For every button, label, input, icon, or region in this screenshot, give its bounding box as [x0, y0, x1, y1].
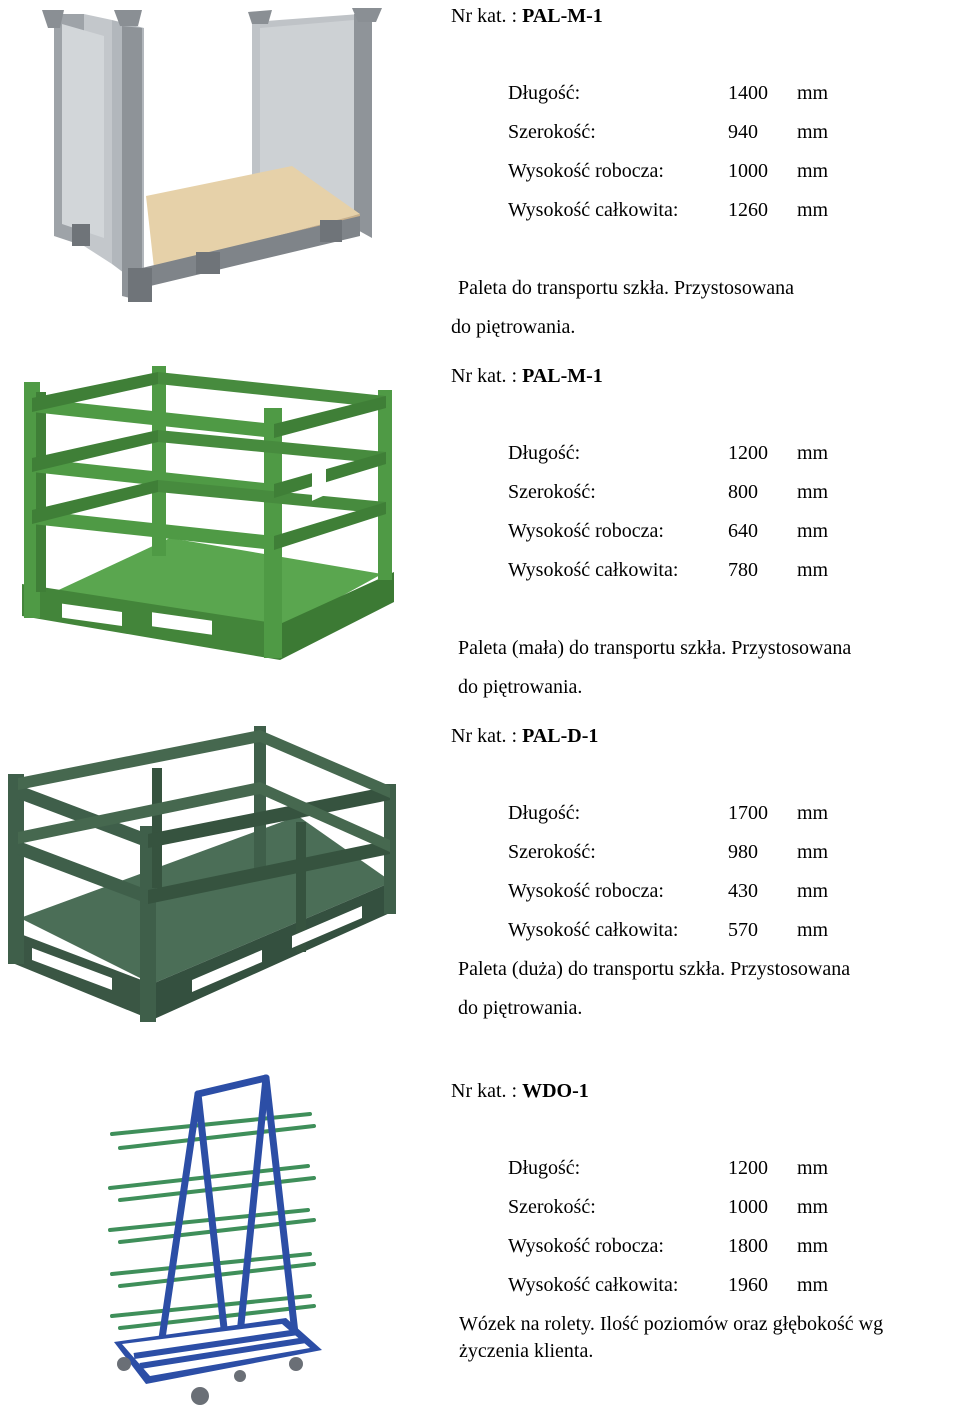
spec-label-length: Długość:	[508, 442, 581, 464]
catalog-prefix: Nr kat. :	[451, 1080, 523, 1102]
spec-value-width: 980	[728, 841, 758, 863]
spec-unit: mm	[797, 802, 829, 824]
spec-unit: mm	[797, 199, 829, 221]
spec-unit: mm	[797, 1157, 829, 1179]
product-description-line2: do piętrowania.	[458, 676, 583, 698]
spec-value-width: 800	[728, 481, 758, 503]
spec-label-length: Długość:	[508, 82, 581, 104]
catalog-number	[451, 724, 598, 748]
catalog-prefix: Nr kat. :	[451, 5, 523, 27]
catalog-number	[451, 4, 603, 28]
spec-label-total-height: Wysokość całkowita:	[508, 199, 679, 221]
spec-unit: mm	[797, 160, 829, 182]
dark-green-large-pallet-photo	[2, 722, 402, 1024]
spec-value-working-height: 1800	[728, 1235, 768, 1257]
spec-unit: mm	[797, 919, 829, 941]
spec-value-length: 1200	[728, 442, 768, 464]
catalog-number	[451, 1079, 589, 1103]
spec-label-length: Długość:	[508, 1157, 581, 1179]
spec-label-width: Szerokość:	[508, 841, 596, 863]
spec-unit: mm	[797, 1235, 829, 1257]
spec-value-length: 1400	[728, 82, 768, 104]
green-small-pallet-photo	[22, 362, 402, 664]
spec-value-total-height: 570	[728, 919, 758, 941]
spec-label-working-height: Wysokość robocza:	[508, 520, 664, 542]
spec-unit: mm	[797, 481, 829, 503]
product-description-line1: Wózek na rolety. Ilość poziomów oraz głębokość wg	[459, 1313, 884, 1335]
spec-value-total-height: 1260	[728, 199, 768, 221]
spec-value-total-height: 1960	[728, 1274, 768, 1296]
catalog-code: WDO-1	[522, 1080, 589, 1102]
spec-value-working-height: 640	[728, 520, 758, 542]
spec-value-total-height: 780	[728, 559, 758, 581]
spec-value-working-height: 1000	[728, 160, 768, 182]
spec-label-width: Szerokość:	[508, 1196, 596, 1218]
spec-value-width: 1000	[728, 1196, 768, 1218]
spec-unit: mm	[797, 520, 829, 542]
spec-value-width: 940	[728, 121, 758, 143]
product-description-line1: Paleta (mała) do transportu szkła. Przystosowana	[458, 637, 852, 659]
product-description-line2: życzenia klienta.	[459, 1340, 594, 1362]
catalog-number	[451, 364, 603, 388]
spec-unit: mm	[797, 82, 829, 104]
spec-value-length: 1700	[728, 802, 768, 824]
product-description-line2: do piętrowania.	[451, 316, 576, 338]
spec-label-working-height: Wysokość robocza:	[508, 880, 664, 902]
spec-unit: mm	[797, 1196, 829, 1218]
spec-label-total-height: Wysokość całkowita:	[508, 919, 679, 941]
spec-unit: mm	[797, 841, 829, 863]
spec-label-total-height: Wysokość całkowita:	[508, 1274, 679, 1296]
spec-value-working-height: 430	[728, 880, 758, 902]
spec-unit: mm	[797, 1274, 829, 1296]
spec-label-width: Szerokość:	[508, 481, 596, 503]
catalog-code: PAL-D-1	[522, 725, 599, 747]
spec-label-working-height: Wysokość robocza:	[508, 1235, 664, 1257]
spec-label-total-height: Wysokość całkowita:	[508, 559, 679, 581]
spec-value-length: 1200	[728, 1157, 768, 1179]
spec-unit: mm	[797, 559, 829, 581]
spec-unit: mm	[797, 880, 829, 902]
catalog-code: PAL-M-1	[522, 365, 603, 387]
spec-label-width: Szerokość:	[508, 121, 596, 143]
catalog-code: PAL-M-1	[522, 5, 603, 27]
spec-label-working-height: Wysokość robocza:	[508, 160, 664, 182]
product-description-line1: Paleta do transportu szkła. Przystosowana	[458, 277, 795, 299]
galvanized-pallet-photo	[42, 6, 387, 306]
spec-unit: mm	[797, 442, 829, 464]
product-description-line1: Paleta (duża) do transportu szkła. Przystosowana	[458, 958, 851, 980]
catalog-prefix: Nr kat. :	[451, 365, 523, 387]
blue-roller-blind-cart-photo	[100, 1074, 330, 1408]
spec-unit: mm	[797, 121, 829, 143]
product-description-line2: do piętrowania.	[458, 997, 583, 1019]
spec-label-length: Długość:	[508, 802, 581, 824]
catalog-prefix: Nr kat. :	[451, 725, 523, 747]
